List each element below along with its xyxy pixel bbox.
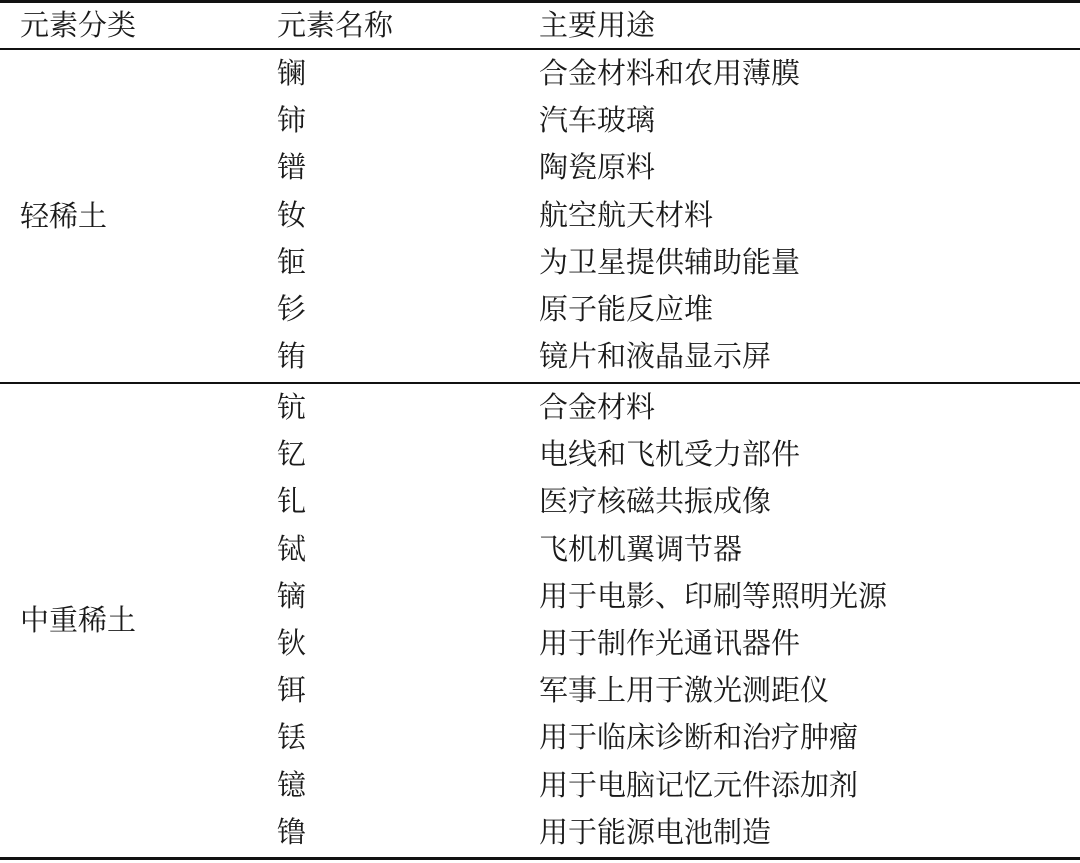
element-name: 钪 [277,390,307,424]
element-use: 用于电影、印刷等照明光源 [539,578,888,613]
table-row [0,526,1080,573]
table-row [0,620,1080,667]
element-name: 钆 [277,484,307,519]
element-use: 用于能源电池制造 [539,814,772,849]
element-name: 钬 [277,625,307,660]
group-light-rare-earth [0,50,1080,382]
group-label: 中重稀土 [20,603,137,637]
element-name: 镥 [277,814,307,849]
element-use: 合金材料和农用薄膜 [539,56,801,90]
element-use: 汽车玻璃 [539,103,656,138]
element-name: 镝 [277,578,307,613]
table-row [0,97,1080,144]
element-use: 飞机机翼调节器 [539,531,743,566]
element-name: 铈 [277,103,307,138]
element-use: 电线和飞机受力部件 [539,437,801,472]
table-row [0,762,1080,809]
table-row [0,809,1080,856]
element-use: 镜片和液晶显示屏 [539,339,772,374]
table-row [0,714,1080,761]
group-rows [0,384,1080,856]
element-use: 航空航天材料 [539,197,714,232]
group-heavy-rare-earth [0,384,1080,857]
table-row [0,192,1080,239]
element-name: 铥 [277,720,307,755]
table-row [0,333,1080,380]
element-name: 铽 [277,531,307,566]
element-name: 镨 [277,150,307,185]
table-row [0,384,1080,431]
group-label: 轻稀土 [20,199,108,233]
element-use: 合金材料 [539,390,656,424]
element-name: 镧 [277,56,307,90]
group-rows [0,50,1080,380]
element-use: 用于电脑记忆元件添加剂 [539,767,859,802]
element-name: 钇 [277,437,307,472]
table-row [0,478,1080,525]
element-use: 军事上用于激光测距仪 [539,673,830,708]
table-row [0,50,1080,97]
element-name: 钐 [277,291,307,326]
table-row [0,239,1080,286]
header-main-use: 主要用途 [539,8,656,42]
element-use: 陶瓷原料 [539,150,656,185]
element-name: 铕 [277,339,307,374]
element-use: 用于制作光通讯器件 [539,625,801,660]
header-element-name: 元素名称 [277,8,394,42]
table-row [0,431,1080,478]
table-row [0,286,1080,333]
element-use: 原子能反应堆 [539,291,714,326]
header-category: 元素分类 [20,8,137,42]
table-row [0,573,1080,620]
table-row [0,667,1080,714]
element-name: 镱 [277,767,307,802]
element-name: 钷 [277,244,307,279]
element-name: 钕 [277,197,307,232]
table-bottom-rule [0,857,1080,860]
element-name: 铒 [277,673,307,708]
element-use: 为卫星提供辅助能量 [539,244,801,279]
table-row [0,144,1080,191]
element-use: 医疗核磁共振成像 [539,484,772,519]
element-use: 用于临床诊断和治疗肿瘤 [539,720,859,755]
